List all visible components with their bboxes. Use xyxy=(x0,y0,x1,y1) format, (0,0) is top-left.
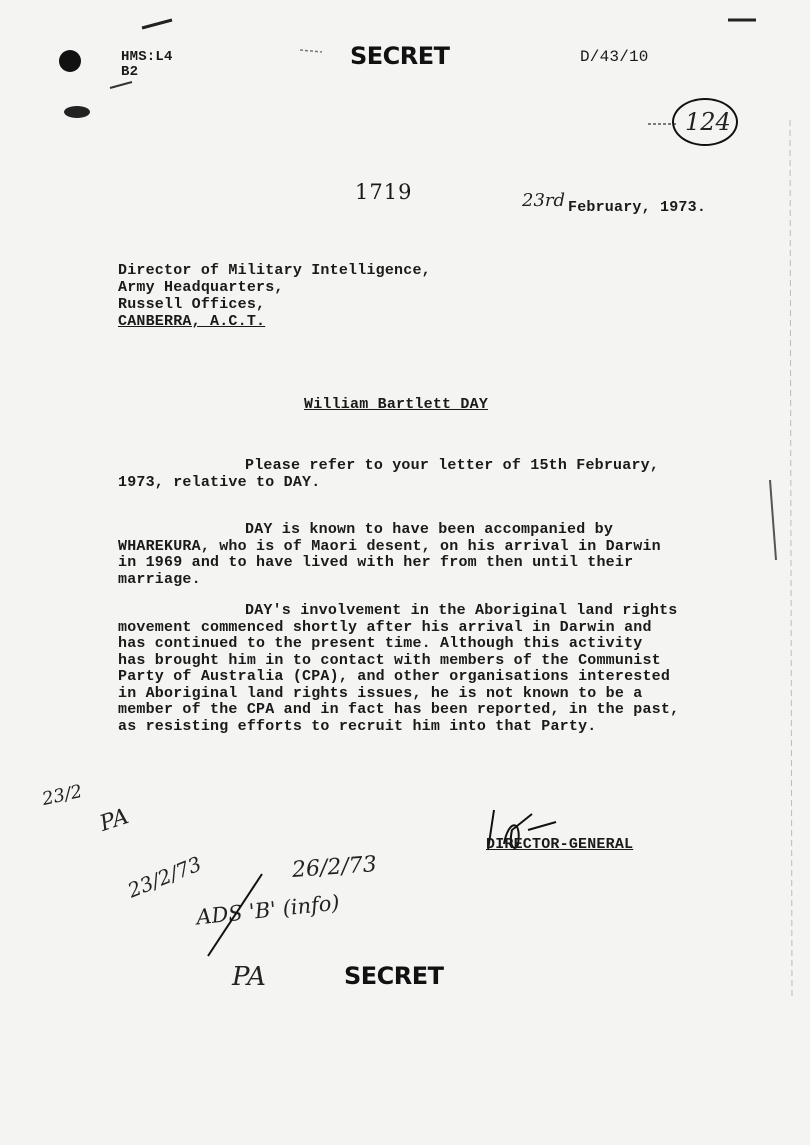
annotation-pa: PA xyxy=(96,804,132,837)
paragraph-3-line: Party of Australia (CPA), and other organisations interested xyxy=(118,668,671,685)
address-line-3: Russell Offices, xyxy=(118,296,266,313)
serial-number: 1719 xyxy=(355,180,413,204)
reference-left: HMS:L4 xyxy=(121,49,173,65)
paragraph-3 xyxy=(118,603,718,735)
address-line-2: Army Headquarters, xyxy=(118,279,284,296)
paragraph-1 xyxy=(118,458,718,491)
paragraph-2-line: marriage. xyxy=(118,570,201,588)
annotation-pa-bottom: PA xyxy=(232,962,266,992)
signature-block: DIRECTOR-GENERAL xyxy=(486,836,634,853)
annotation-ads-b: ADS 'B' (info) xyxy=(195,890,341,930)
date-day: 23rd xyxy=(522,190,566,211)
annotation-date-1: 23/2/73 xyxy=(124,851,205,903)
folio-number: 124 xyxy=(685,108,731,136)
address-line-1: Director of Military Intelligence, xyxy=(118,262,431,279)
annotation-stroke xyxy=(200,870,270,960)
subject-line: William Bartlett DAY xyxy=(304,396,489,413)
paragraph-2-line: in 1969 and to have lived with her from then until their xyxy=(118,554,634,571)
paragraph-3-line: has continued to the present time. Although this activity xyxy=(118,635,643,652)
paragraph-1-line: Please refer to your letter of 15th February, xyxy=(245,457,660,474)
paragraph-2-line: DAY is known to have been accompanied by xyxy=(245,521,614,538)
paragraph-3-line: as resisting efforts to recruit him into that Party. xyxy=(118,717,597,735)
paragraph-3-line: in Aboriginal land rights issues, he is not known to be a xyxy=(118,684,643,702)
paragraph-3-line: DAY's involvement in the Aboriginal land rights xyxy=(245,602,678,619)
classification-bottom: SECRET xyxy=(344,962,444,990)
address-line-4: CANBERRA, A.C.T. xyxy=(118,313,266,330)
file-reference: D/43/10 xyxy=(580,48,649,66)
paragraph-1-line: 1973, relative to DAY. xyxy=(118,473,321,491)
paragraph-3-line: has brought him in to contact with members of the Communist xyxy=(118,651,661,669)
annotation-initials-date: 23/2 xyxy=(40,781,85,810)
paragraph-3-line: movement commenced shortly after his arrival in Darwin and xyxy=(118,618,652,636)
paragraph-2 xyxy=(118,522,718,588)
reference-left-sub: B2 xyxy=(121,64,139,80)
paragraph-2-line: WHAREKURA, who is of Maori desent, on his arrival in Darwin xyxy=(118,537,661,555)
classification-top: SECRET xyxy=(350,42,450,70)
date-rest: February, 1973. xyxy=(568,199,707,216)
annotation-date-2: 26/2/73 xyxy=(291,852,378,883)
paragraph-3-line: member of the CPA and in fact has been reported, in the past, xyxy=(118,701,680,718)
